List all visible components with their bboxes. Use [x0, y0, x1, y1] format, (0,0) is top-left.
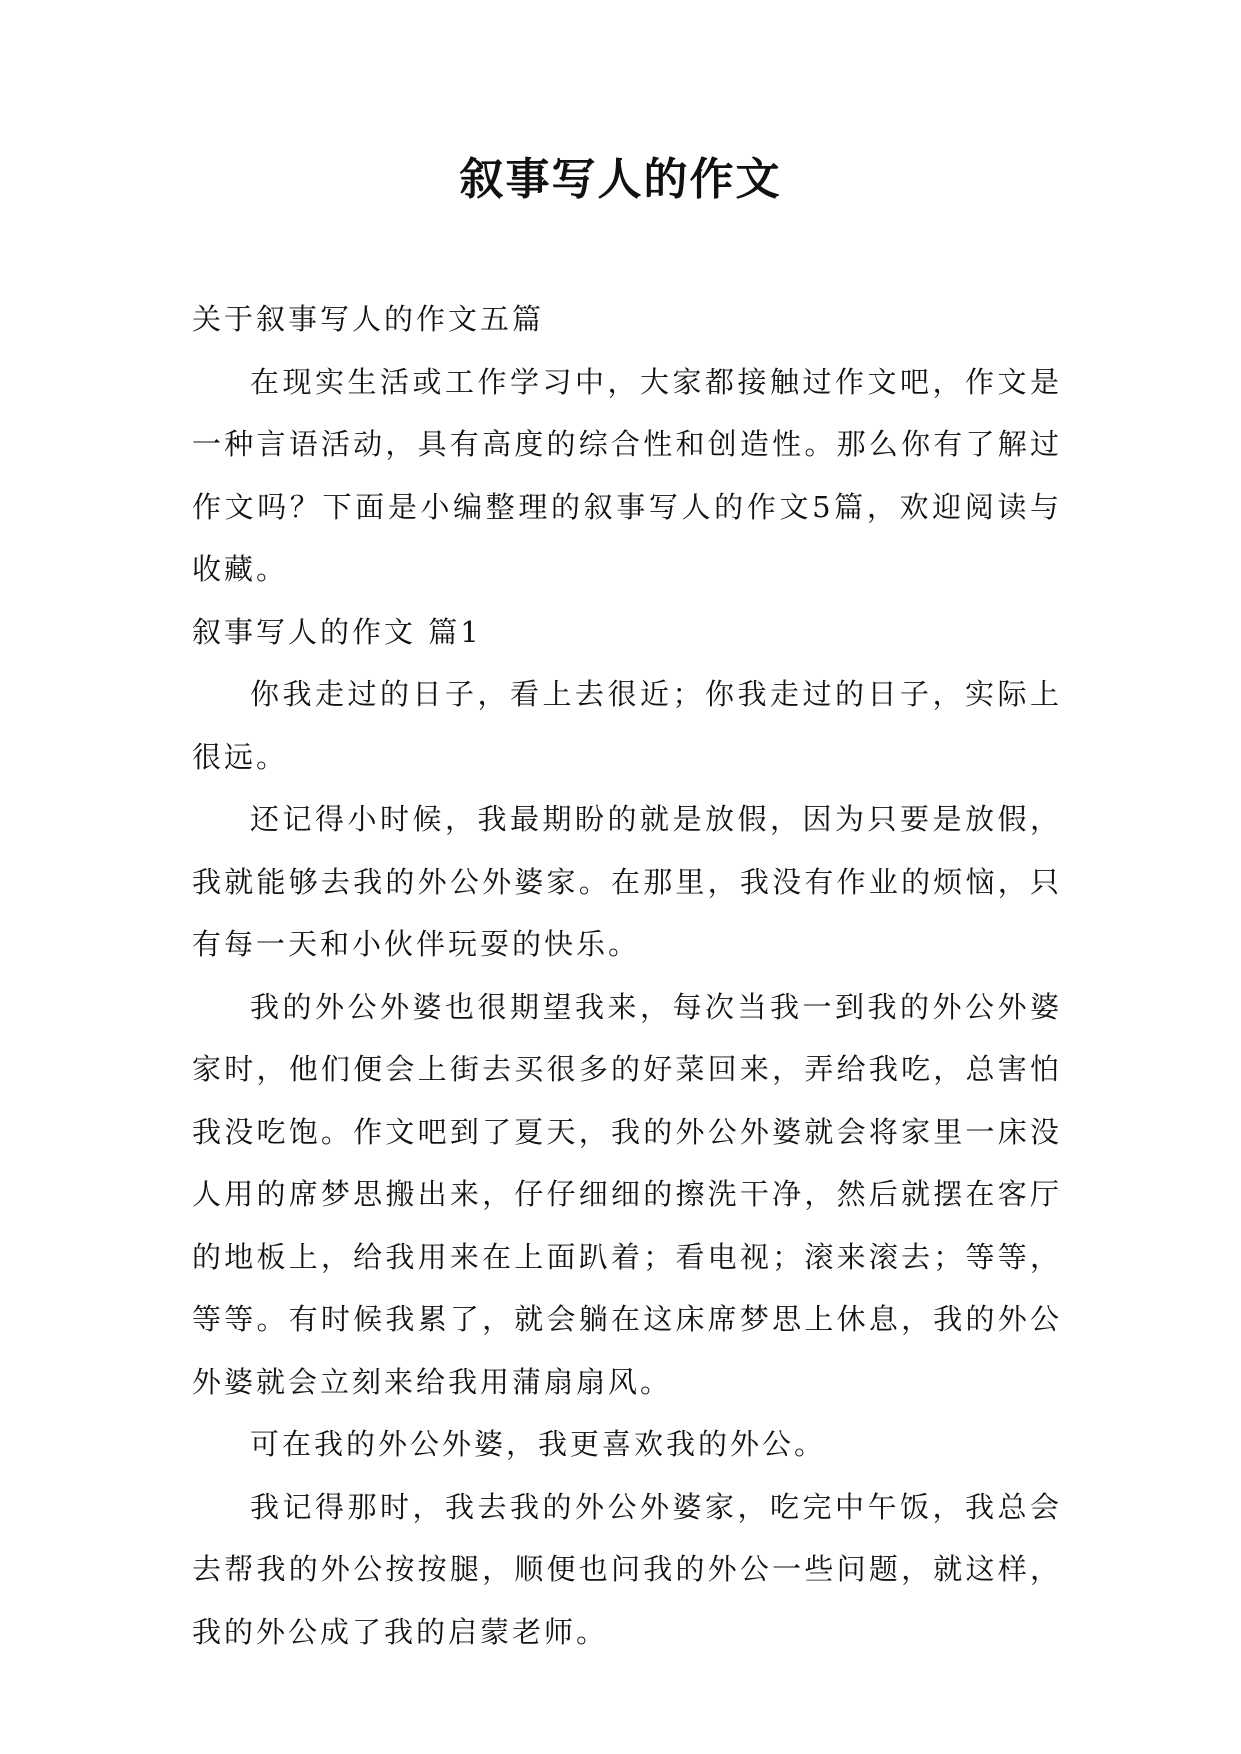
document-subtitle: 关于叙事写人的作文五篇	[192, 302, 545, 336]
section-heading: 叙事写人的作文 篇1	[192, 614, 482, 649]
body-paragraph: 你我走过的日子，看上去很近；你我走过的日子，实际上很远。	[192, 677, 1062, 774]
body-paragraph: 还记得小时候，我最期盼的就是放假，因为只要是放假，我就能够去我的外公外婆家。在那里，我没有作业的烦恼，只有每一天和小伙伴玩耍的快乐。	[192, 802, 1062, 961]
document-body	[192, 288, 1062, 1663]
intro-paragraph: 在现实生活或工作学习中，大家都接触过作文吧，作文是一种言语活动，具有高度的综合性和创造性。那么你有了解过作文吗？下面是小编整理的叙事写人的作文5篇，欢迎阅读与收藏。	[192, 364, 1062, 586]
body-paragraph: 我的外公外婆也很期望我来，每次当我一到我的外公外婆家时，他们便会上街去买很多的好菜回来，弄给我吃，总害怕我没吃饱。作文吧到了夏天，我的外公外婆就会将家里一床没人用的席梦思搬出来，仔仔细细的擦洗干净，然后就摆在客厅的地板上，给我用来在上面趴着；看电视；滚来滚去；等等，等等。有时候我累了，就会躺在这床席梦思上休息，我的外公外婆就会立刻来给我用蒲扇扇风。	[192, 989, 1062, 1399]
body-paragraph: 可在我的外公外婆，我更喜欢我的外公。	[250, 1427, 827, 1461]
document-title: 叙事写人的作文	[459, 154, 782, 205]
body-paragraph: 我记得那时，我去我的外公外婆家，吃完中午饭，我总会去帮我的外公按按腿，顺便也问我的外公一些问题，就这样，我的外公成了我的启蒙老师。	[192, 1489, 1062, 1649]
